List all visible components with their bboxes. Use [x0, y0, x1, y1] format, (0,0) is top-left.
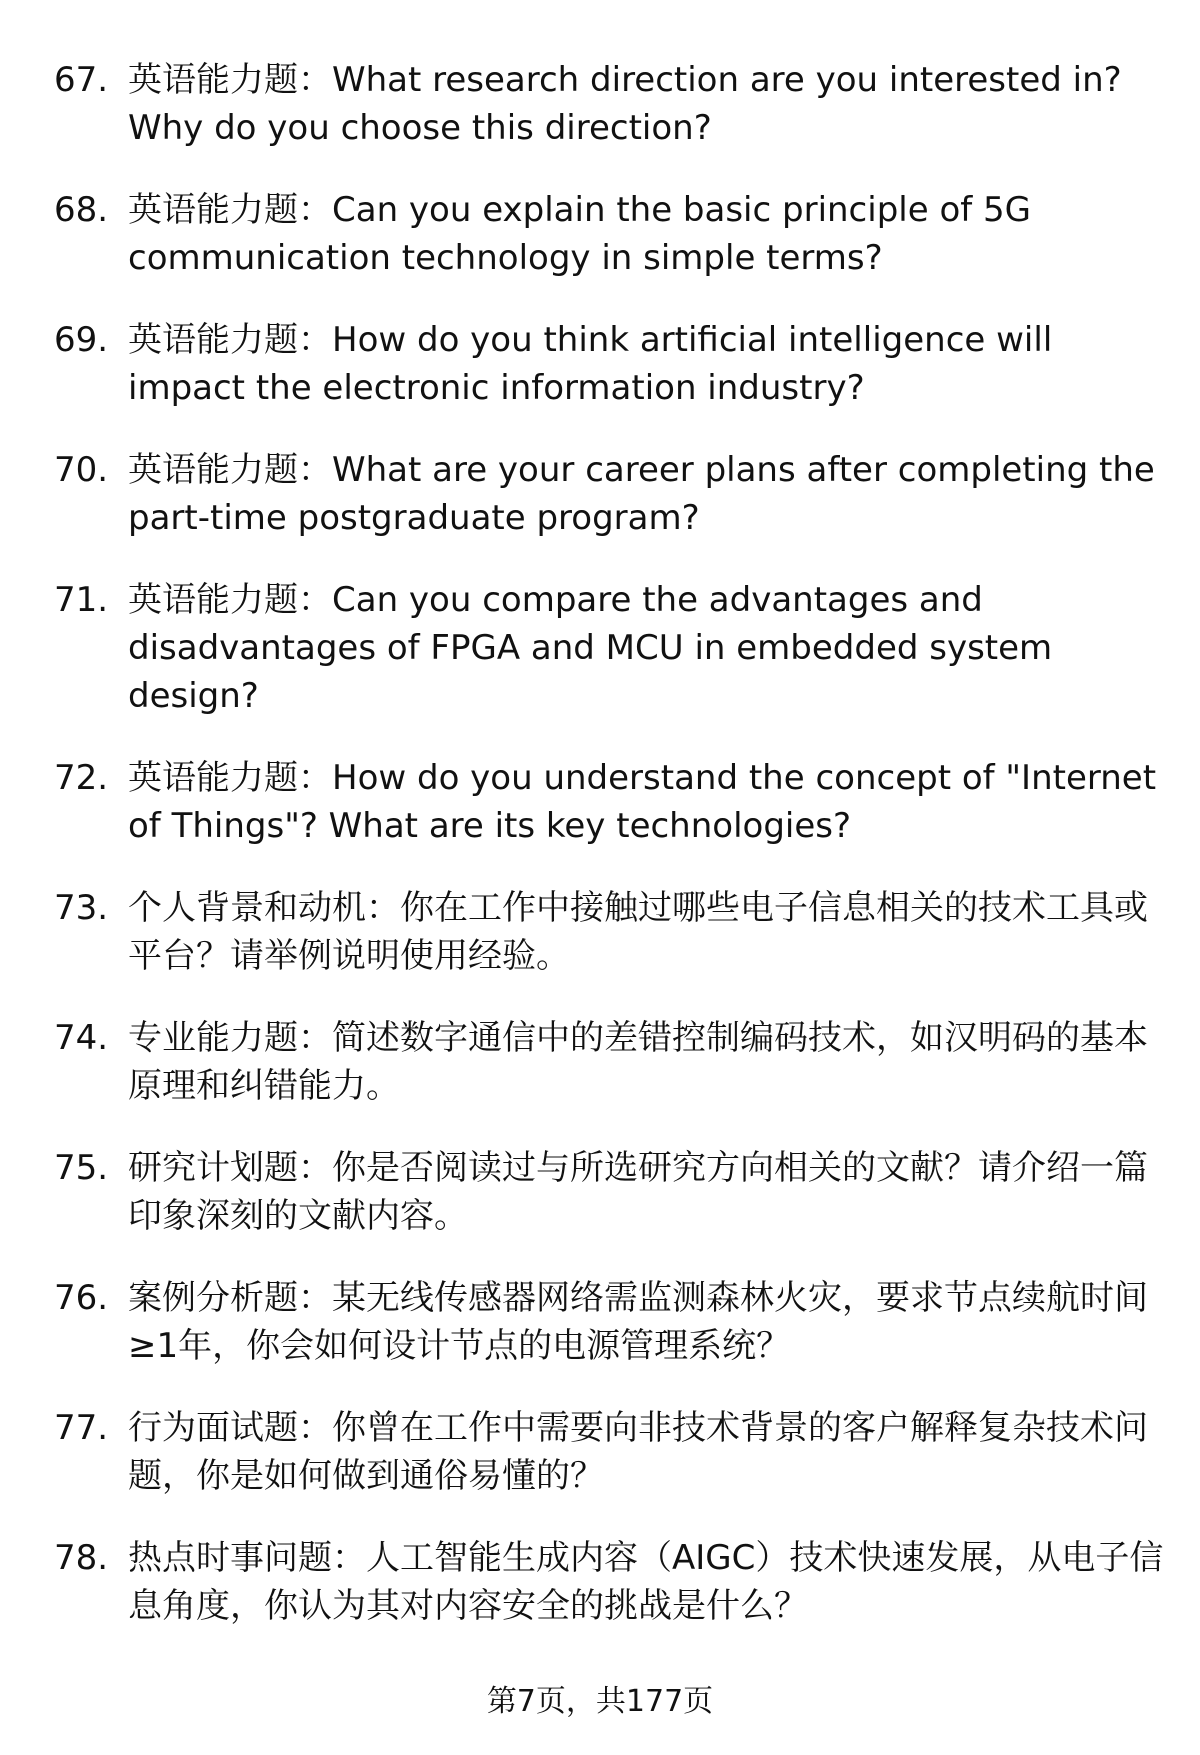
question-item: [54, 754, 1164, 850]
question-item: [54, 316, 1164, 412]
question-text: 你曾在工作中需要向非技术背景的客户解释复杂技术问题，你是如何做到通俗易懂的？: [128, 1408, 1148, 1496]
question-item: [54, 1404, 1164, 1500]
question-category: 热点时事问题：: [128, 1538, 366, 1578]
question-body: [128, 754, 1164, 850]
question-body: [128, 1404, 1164, 1500]
question-item: [54, 56, 1164, 152]
question-category: 英语能力题：: [128, 190, 332, 230]
question-item: [54, 884, 1164, 980]
question-body: [128, 1144, 1164, 1240]
question-text: How do you understand the concept of "Internet of Things"? What are its key technologies?: [128, 758, 1157, 846]
question-body: [128, 56, 1164, 152]
question-number: 72.: [54, 758, 109, 798]
question-text: What research direction are you interested in? Why do you choose this direction?: [128, 60, 1122, 148]
question-category: 英语能力题：: [128, 320, 332, 360]
question-item: [54, 576, 1164, 720]
question-item: [54, 186, 1164, 282]
question-text: 某无线传感器网络需监测森林火灾，要求节点续航时间≥1年，你会如何设计节点的电源管理系统？: [128, 1278, 1148, 1366]
question-item: [54, 446, 1164, 542]
question-number: 71.: [54, 580, 109, 620]
question-number: 70.: [54, 450, 109, 490]
question-category: 英语能力题：: [128, 60, 332, 100]
question-number: 73.: [54, 888, 109, 928]
question-item: [54, 1144, 1164, 1240]
question-text: 简述数字通信中的差错控制编码技术，如汉明码的基本原理和纠错能力。: [128, 1018, 1148, 1106]
question-text: What are your career plans after completing the part-time postgraduate program?: [128, 450, 1155, 538]
question-text: 人工智能生成内容（AIGC）技术快速发展，从电子信息角度，你认为其对内容安全的挑战是什么？: [128, 1538, 1164, 1626]
question-number: 77.: [54, 1408, 109, 1448]
question-number: 78.: [54, 1538, 109, 1578]
question-body: [128, 446, 1164, 542]
question-category: 案例分析题：: [128, 1278, 332, 1318]
question-number: 67.: [54, 60, 109, 100]
question-text: 你是否阅读过与所选研究方向相关的文献？请介绍一篇印象深刻的文献内容。: [128, 1148, 1148, 1236]
question-item: [54, 1014, 1164, 1110]
question-list: [54, 56, 1164, 1664]
question-item: [54, 1274, 1164, 1370]
question-number: 76.: [54, 1278, 109, 1318]
question-category: 研究计划题：: [128, 1148, 332, 1188]
question-body: [128, 576, 1164, 720]
question-category: 行为面试题：: [128, 1408, 332, 1448]
question-body: [128, 1534, 1164, 1630]
question-category: 专业能力题：: [128, 1018, 332, 1058]
question-text: Can you compare the advantages and disadvantages of FPGA and MCU in embedded system design?: [128, 580, 1053, 716]
question-category: 个人背景和动机：: [128, 888, 400, 928]
question-body: [128, 1014, 1164, 1110]
question-number: 75.: [54, 1148, 109, 1188]
question-category: 英语能力题：: [128, 758, 332, 798]
question-text: 你在工作中接触过哪些电子信息相关的技术工具或平台？请举例说明使用经验。: [128, 888, 1148, 976]
question-text: How do you think artificial intelligence will impact the electronic information industry?: [128, 320, 1053, 408]
question-number: 74.: [54, 1018, 109, 1058]
question-text: Can you explain the basic principle of 5G communication technology in simple terms?: [128, 190, 1032, 278]
question-category: 英语能力题：: [128, 450, 332, 490]
question-body: [128, 1274, 1164, 1370]
question-body: [128, 884, 1164, 980]
question-number: 69.: [54, 320, 109, 360]
question-item: [54, 1534, 1164, 1630]
question-body: [128, 186, 1164, 282]
question-category: 英语能力题：: [128, 580, 332, 620]
question-body: [128, 316, 1164, 412]
question-number: 68.: [54, 190, 109, 230]
page-number-footer: 第7页，共177页: [486, 1684, 714, 1719]
